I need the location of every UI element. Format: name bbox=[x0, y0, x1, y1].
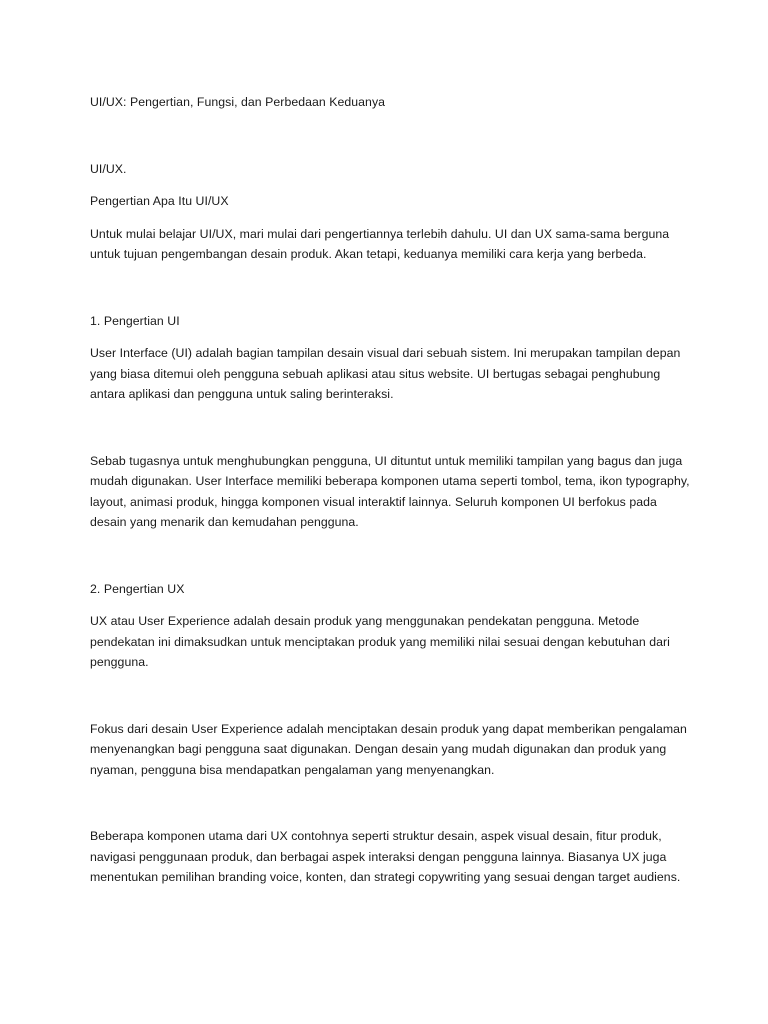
main-heading: Pengertian Apa Itu UI/UX bbox=[90, 194, 229, 208]
section-ux-heading: 2. Pengertian UX bbox=[90, 581, 185, 596]
ui-paragraph-1: User Interface (UI) adalah bagian tampilan desain visual dari sebuah sistem. Ini merupakan tampilan depan yang biasa ditemui oleh pengguna sebuah aplikasi atau situs website. UI bertugas sebagai penghubung antara aplikasi dan pengguna untuk saling berinteraksi. bbox=[90, 346, 681, 401]
section-ui-heading: 1. Pengertian UI bbox=[90, 313, 180, 328]
ux-paragraph-1: UX atau User Experience adalah desain produk yang menggunakan pendekatan pengguna. Metode pendekatan ini dimaksudkan untuk menciptakan produk yang memiliki nilai sesuai dengan kebutuhan dari pengguna. bbox=[90, 614, 670, 669]
document-subtitle: UI/UX. bbox=[90, 161, 127, 176]
ui-paragraph-2: Sebab tugasnya untuk menghubungkan pengguna, UI dituntut untuk memiliki tampilan yang bagus dan juga mudah digunakan. User Interface memiliki beberapa komponen utama seperti tombol, tema, ikon typography, layout, animasi produk, hingga komponen visual interaktif lainnya. Seluruh komponen UI berfokus pada desain yang menarik dan kemudahan pengguna. bbox=[90, 453, 690, 529]
ux-paragraph-2: Fokus dari desain User Experience adalah menciptakan desain produk yang dapat memberikan pengalaman menyenangkan bagi pengguna saat digunakan. Dengan desain yang mudah digunakan dan produk yang nyaman, pengguna bisa mendapatkan pengalaman yang menyenangkan. bbox=[90, 721, 687, 777]
ux-paragraph-3: Beberapa komponen utama dari UX contohnya seperti struktur desain, aspek visual desain, fitur produk, navigasi penggunaan produk, dan berbagai aspek interaksi dengan pengguna lainnya. Biasanya UX juga menentukan pemilihan branding voice, konten, dan strategi copywriting yang sesuai dengan target audiens. bbox=[90, 829, 681, 884]
document-body bbox=[90, 92, 690, 888]
document-title: UI/UX: Pengertian, Fungsi, dan Perbedaan Keduanya bbox=[90, 95, 386, 109]
intro-paragraph: Untuk mulai belajar UI/UX, mari mulai dari pengertiannya terlebih dahulu. UI dan UX sama-sama berguna untuk tujuan pengembangan desain produk. Akan tetapi, keduanya memiliki cara kerja yang berbeda. bbox=[90, 226, 670, 261]
